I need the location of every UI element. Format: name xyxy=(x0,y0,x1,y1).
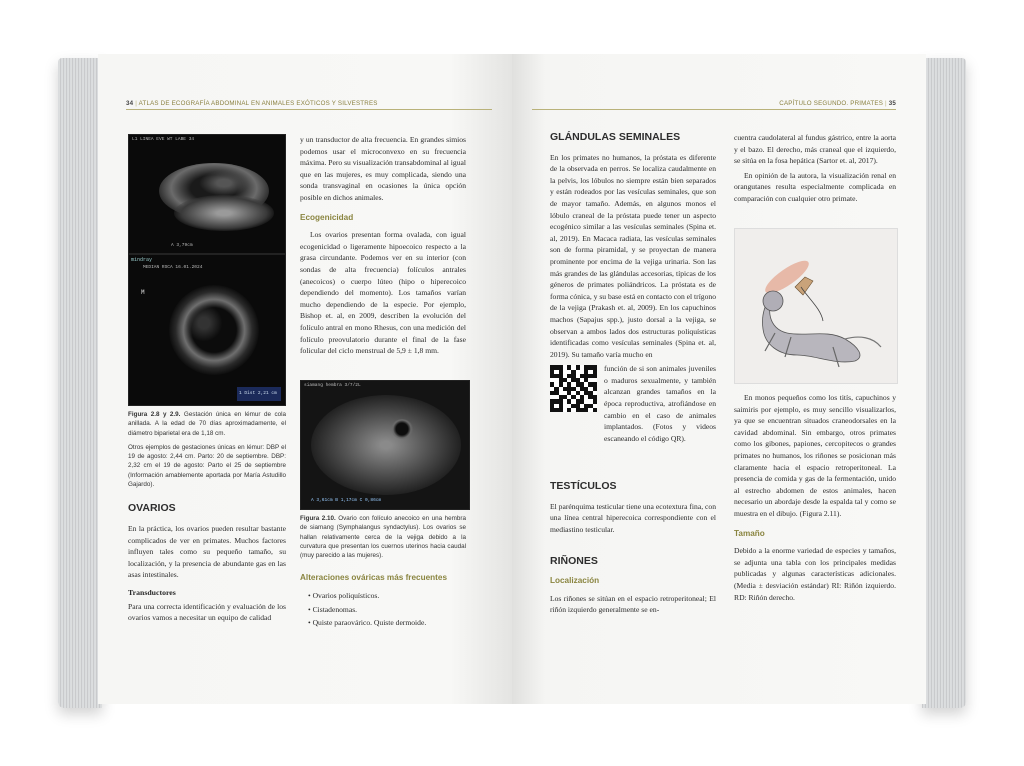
tamano-heading: Tamaño xyxy=(734,528,765,538)
page-edges-left xyxy=(58,58,102,708)
list-item: • Quiste paraovárico. Quiste dermoide. xyxy=(308,617,466,629)
right-column-2 xyxy=(734,132,896,208)
localizacion-heading: Localización xyxy=(550,576,600,586)
right-column-2-lower xyxy=(734,392,896,606)
left-column-2-lower xyxy=(300,514,466,631)
localizacion-paragraph: Los riñones se sitúan en el espacio retroperitoneal; El riñón izquierdo generalmente se en- xyxy=(550,593,716,615)
col2-paragraph-3: En monos pequeños como los titís, capuchinos y saimiris por ejemplo, es muy sencillo visualizarlos, ya que se encuentran situados craneodorsales en la cavidad abdominal. Sin embargo, otros primates como los gibones, papiones, cercopitecos o grandes primates no humanos, los riñones se posicionan más claramente hacia el espacio retroperitoneal. La presencia de comida y gas de la fermentación, unido al estrecho abdomen de estos animales, hacen necesario un abordaje desde la espalda tal y como se muestra en el dibujo. (Figura 2.11). xyxy=(734,393,896,518)
right-header-title: CAPÍTULO SEGUNDO. PRIMATES xyxy=(779,100,884,107)
figure-2-11-illustration xyxy=(734,228,898,384)
ecogenicidad-paragraph: Los ovarios presentan forma ovalada, con igual ecogenicidad o ligeramente hipoecoico respecto a la grasa circundante. Podemos ver en su interior (con sondas de alta frecuencia) folículos antrales (anecoicos) o cuerpo lúteo (hipo o hiperecoico dependiendo del momento). Los tamaños varían mucho dependiendo de la especie. Por ejemplo, Bishop et. al, en 2009, describen la evolución del folículo antral en mono Rhesus, con una medición del folículo preovulatorio durante el final de la fase folicular del ciclo menstrual de 5,9 ± 1,8 mm. xyxy=(300,230,466,356)
caption-extra: Otros ejemplos de gestaciones únicas en lémur: DBP el 19 de agosto: 2,44 cm. Parto: 20 de septiembre. DBP: 2,32 cm el 19 de agosto: Parto el 25 de septiembre (Información amablemente aportada por María Astudillo Gajardo). xyxy=(128,443,286,489)
left-page xyxy=(98,54,512,704)
left-column-1 xyxy=(128,410,286,627)
figure-2-8-2-9-caption: Figura 2.8 y 2.9. Gestación única en lémur de cola anillada. A la edad de 70 días aproximadamente, el diámetro biparietal era de 1,18 cm. xyxy=(128,411,287,437)
ultrasound-image-fig-2-9: mindray MEDIAN RSCA 16.01.2024 M 1 Dist 2,21 cm xyxy=(128,254,286,406)
header-rule xyxy=(126,109,492,110)
ecogenicidad-heading: Ecogenicidad xyxy=(300,212,354,222)
right-page-number: 35 xyxy=(888,100,896,107)
qr-code[interactable] xyxy=(550,365,597,412)
qr-block xyxy=(550,363,716,459)
ultrasound-image-fig-2-10: siamang hembra 3/7/2L A 3,61cm B 1,17cm C 0,86cm xyxy=(300,380,470,510)
left-running-header: 34 | ATLAS DE ECOGRAFÍA ABDOMINAL EN ANIMALES EXÓTICOS Y SILVESTRES xyxy=(126,100,378,107)
list-item: • Cistadenomas. xyxy=(308,604,466,616)
page-edges-right xyxy=(922,58,966,708)
figure-2-10-caption: Figura 2.10. Ovario con folículo anecoico en una hembra de siamang (Symphalangus syndactylus). Los ovarios se hallan relativamente cerca de la vejiga debido a la curvatura que presentan los cuernos uterinos hacia caudal (muy parecido a las mujeres). xyxy=(300,515,467,560)
left-header-title: ATLAS DE ECOGRAFÍA ABDOMINAL EN ANIMALES EXÓTICOS Y SILVESTRES xyxy=(138,100,378,107)
transductores-heading: Transductores xyxy=(128,587,176,597)
header-rule xyxy=(532,109,896,110)
right-running-header: CAPÍTULO SEGUNDO. PRIMATES | 35 xyxy=(779,100,896,107)
left-column-2 xyxy=(300,134,466,360)
right-column-1 xyxy=(550,132,716,619)
testiculos-heading: TESTÍCULOS xyxy=(550,480,617,493)
qr-paragraph: función de si son animales juveniles o maduros sexualmente, y también alcanzan grandes tamaños en la época reproductiva, atrofiándose en cambio en el caso de animales implantados. (Fotos y videos escaneando el código QR). xyxy=(604,364,716,443)
rinones-heading: RIÑONES xyxy=(550,554,598,567)
col2-paragraph: y un transductor de alta frecuencia. En grandes simios podemos usar el microconvexo en su frecuencia máxima. Pero su visualización transabdominal al igual que en las mujeres, es muy complicada, siendo una sonda transvaginal en ocasiones la única opción posible en dichos animales. xyxy=(300,135,466,202)
right-page xyxy=(512,54,926,704)
glandulas-paragraph: En los primates no humanos, la próstata es diferente de la observada en perros. Se localiza caudalmente en la pelvis, los lóbulos no siempre están bien separados y están rodeados por las vesículas seminales, que son de mayor tamaño. Además, en algunos monos el lóbulo craneal de la próstata puede tener un aspecto ecogénico similar a las vesículas seminales (Spina et. al, 2019). En Macaca radiata, las vesículas seminales son de forma piramidal, y se proyectan de manera prominente por encima de la vejiga urinaria. Son las más grandes de las glándulas accesorias, típicas de los géneros de primates poliándricos. La próstata es de forma cónica, y su base está en contacto con el trígono de la vejiga (Prakash et. al, 2009). En los capuchinos machos (Sapajus spp.), justo dorsal a la vejiga, se observan a ambos lados dos estructuras poliquísticas identificadas como vesículas seminales (Spina et. al, 2019). Su tamaño varía mucho en xyxy=(550,152,716,359)
col2-paragraph-2: En opinión de la autora, la visualización renal en orangutanes resulta especialmente complicada en comparación con cualquier otro primate. xyxy=(734,170,896,203)
alteraciones-list xyxy=(300,590,466,629)
ultrasound-image-fig-2-8: L1 LINEA EVE WT LABE 34 A 3,79cm xyxy=(128,134,286,254)
transductores-paragraph: Para una correcta identificación y evaluación de los ovarios vamos a necesitar un equipo de calidad xyxy=(128,601,286,623)
left-page-number: 34 xyxy=(126,100,134,107)
ovarios-heading: OVARIOS xyxy=(128,502,176,515)
open-book xyxy=(58,52,966,712)
col2-paragraph: cuentra caudolateral al fundus gástrico, entre la aorta y el bazo. El derecho, más craneal que el izquierdo, se sitúa en la fosa hepática (Sartor et. al, 2017). xyxy=(734,133,896,166)
list-item: • Ovarios poliquísticos. xyxy=(308,590,466,602)
ovarios-paragraph: En la práctica, los ovarios pueden resultar bastante complicados de ver en primates. Muchos factores influyen tales como su pequeño tamaño, su localización, y la presencia de abundante gas en las asas intestinales. xyxy=(128,523,286,580)
testiculos-paragraph: El parénquima testicular tiene una ecotextura fina, con una línea central hiperecoica correspondiente con el mediastino testicular. xyxy=(550,501,716,535)
tamano-paragraph: Debido a la enorme variedad de especies y tamaños, se adjunta una tabla con los principales medidas publicadas y algunas características adicionales. (Media ± desviación estándar) RI: Riñón izquierdo. RD: Riñón derecho. xyxy=(734,546,896,602)
alteraciones-heading: Alteraciones ováricas más frecuentes xyxy=(300,573,447,583)
glandulas-heading: GLÁNDULAS SEMINALES xyxy=(550,131,681,143)
